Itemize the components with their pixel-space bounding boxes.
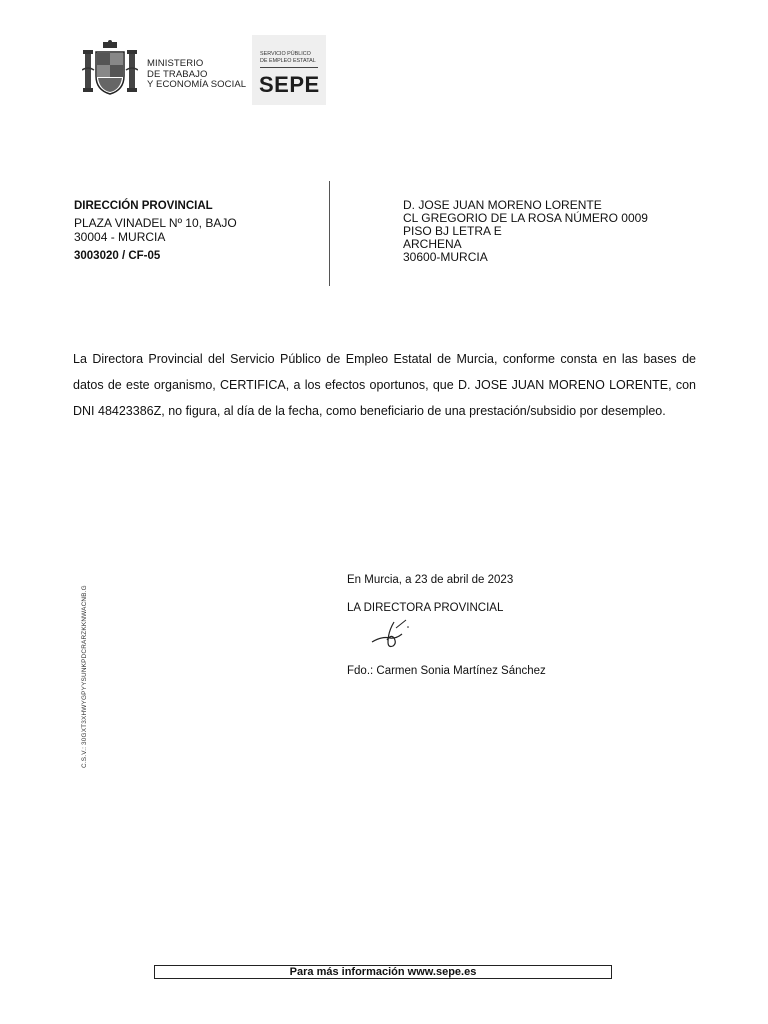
ministry-line: Y ECONOMÍA SOCIAL: [147, 79, 247, 90]
recipient-line: ARCHENA: [403, 237, 462, 251]
place-date: En Murcia, a 23 de abril de 2023: [347, 574, 514, 586]
csv-code: C.S.V.: 30GXT3XHWYGPYYSUNKPDCRARZKKNWACNB.G: [81, 585, 88, 768]
vertical-divider: [329, 181, 330, 286]
sender-address-line: 30004 - MURCIA: [74, 230, 166, 244]
recipient-line: D. JOSE JUAN MORENO LORENTE: [403, 198, 602, 212]
sender-reference: 3003020 / CF-05: [74, 250, 161, 262]
sepe-name: SEPE: [259, 72, 320, 97]
sepe-rule: [260, 67, 318, 68]
coat-of-arms-icon: [82, 40, 138, 98]
recipient-line: 30600-MURCIA: [403, 250, 488, 264]
recipient-line: PISO BJ LETRA E: [403, 224, 502, 238]
ministry-line: MINISTERIO: [147, 58, 204, 69]
signed-by: Fdo.: Carmen Sonia Martínez Sánchez: [347, 665, 546, 677]
signatory-role: LA DIRECTORA PROVINCIAL: [347, 602, 504, 614]
sender-address-line: PLAZA VINADEL Nº 10, BAJO: [74, 216, 237, 230]
sepe-subtitle-line: SERVICIO PÚBLICO: [260, 51, 311, 57]
certificate-body: La Directora Provincial del Servicio Público de Empleo Estatal de Murcia, conforme consta en las bases de datos de este organismo, CERTIFICA, a los efectos oportunos, que D. JOSE JUAN MORENO LORENTE, con DNI 48423386Z, no figura, al día de la fecha, como beneficiario de una prestación/subsidio por desempleo.: [73, 352, 696, 418]
handwritten-signature-icon: [366, 618, 414, 652]
ministry-line: DE TRABAJO: [147, 68, 208, 80]
sepe-subtitle: [260, 51, 316, 64]
sepe-subtitle-line: DE EMPLEO ESTATAL: [260, 57, 316, 64]
sender-title: DIRECCIÓN PROVINCIAL: [74, 200, 213, 212]
footer-info: Para más información www.sepe.es: [154, 965, 612, 979]
ministry-name: [147, 59, 246, 91]
recipient-line: CL GREGORIO DE LA ROSA NÚMERO 0009: [403, 211, 648, 225]
